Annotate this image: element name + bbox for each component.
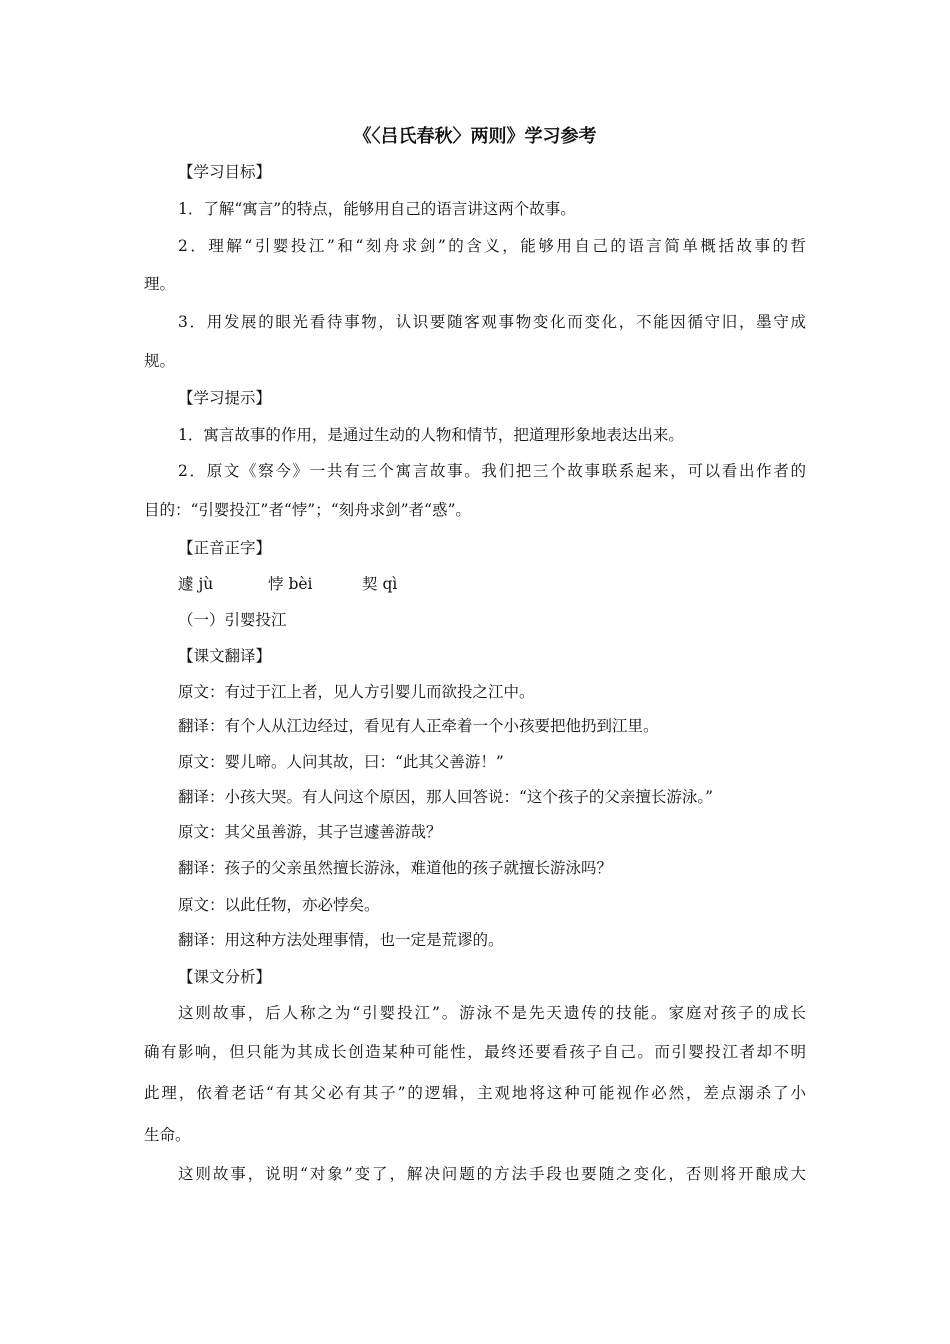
tip-item-2-line-2: 目的：“引婴投江”者“悖”；“刻舟求剑”者“惑”。	[144, 501, 471, 519]
translation-line: 原文：其父虽善游，其子岂遽善游哉？	[178, 823, 442, 841]
analysis-paragraph-2-line-1: 这则故事，说明“对象”变了，解决问题的方法手段也要随之变化，否则将开酿成大	[178, 1165, 806, 1183]
document-title: 《〈吕氏春秋〉两则》学习参考	[353, 126, 597, 147]
translation-line: 原文：有过于江上者，见人方引婴儿而欲投之江中。	[178, 683, 535, 701]
section-heading-pronunciation: 【正音正字】	[178, 539, 272, 557]
translation-line: 原文：以此任物，亦必悖矣。	[178, 896, 380, 914]
story-title: （一）引婴投江	[178, 611, 287, 629]
section-heading-analysis: 【课文分析】	[178, 968, 272, 986]
translation-line: 翻译：小孩大哭。有人问这个原因，那人回答说：“这个孩子的父亲擅长游泳。”	[178, 788, 714, 806]
pronunciation-pinyin: jù	[198, 575, 214, 593]
analysis-paragraph-line: 生命。	[144, 1126, 191, 1144]
translation-line: 翻译：孩子的父亲虽然擅长游泳，难道他的孩子就擅长游泳吗？	[178, 859, 613, 877]
translation-line: 翻译：有个人从江边经过，看见有人正牵着一个小孩要把他扔到江里。	[178, 717, 659, 735]
translation-line: 翻译：用这种方法处理事情，也一定是荒谬的。	[178, 931, 504, 949]
analysis-paragraph-line: 这则故事，后人称之为“引婴投江”。游泳不是先天遗传的技能。家庭对孩子的成长	[178, 1004, 806, 1022]
goal-item-3-line-2: 规。	[144, 352, 176, 370]
section-heading-translation: 【课文翻译】	[178, 647, 272, 665]
tip-item-1: 1．寓言故事的作用，是通过生动的人物和情节，把道理形象地表达出来。	[178, 426, 684, 444]
section-heading-goals: 【学习目标】	[178, 163, 272, 181]
tip-item-2-line-1: 2．原文《察今》一共有三个寓言故事。我们把三个故事联系起来，可以看出作者的	[178, 462, 806, 480]
goal-item-3-line-1: 3．用发展的眼光看待事物，认识要随客观事物变化而变化，不能因循守旧，墨守成	[178, 313, 806, 331]
translation-line: 原文：婴儿啼。人问其故，曰：“此其父善游！”	[178, 753, 504, 771]
pronunciation-pinyin: bèi	[288, 575, 313, 593]
pronunciation-pinyin: qì	[382, 575, 398, 593]
pronunciation-list	[178, 573, 397, 595]
pronunciation-char: 遽	[178, 575, 194, 593]
pronunciation-char: 悖	[268, 575, 284, 593]
analysis-paragraph-line: 此理，依着老话“有其父必有其子”的逻辑，主观地将这种可能视作必然，差点溺杀了小	[144, 1084, 806, 1102]
analysis-paragraph-line: 确有影响，但只能为其成长创造某种可能性，最终还要看孩子自己。而引婴投江者却不明	[144, 1043, 806, 1061]
goal-item-1: 1．了解“寓言”的特点，能够用自己的语言讲这两个故事。	[178, 200, 576, 218]
goal-item-2-line-2: 理。	[144, 275, 176, 293]
pronunciation-item	[268, 573, 362, 595]
pronunciation-item	[178, 573, 268, 595]
section-heading-tips: 【学习提示】	[178, 389, 272, 407]
goal-item-2-line-1: 2．理解“引婴投江”和“刻舟求剑”的含义，能够用自己的语言简单概括故事的哲	[178, 237, 806, 255]
pronunciation-char: 契	[362, 575, 378, 593]
pronunciation-item	[362, 573, 397, 595]
